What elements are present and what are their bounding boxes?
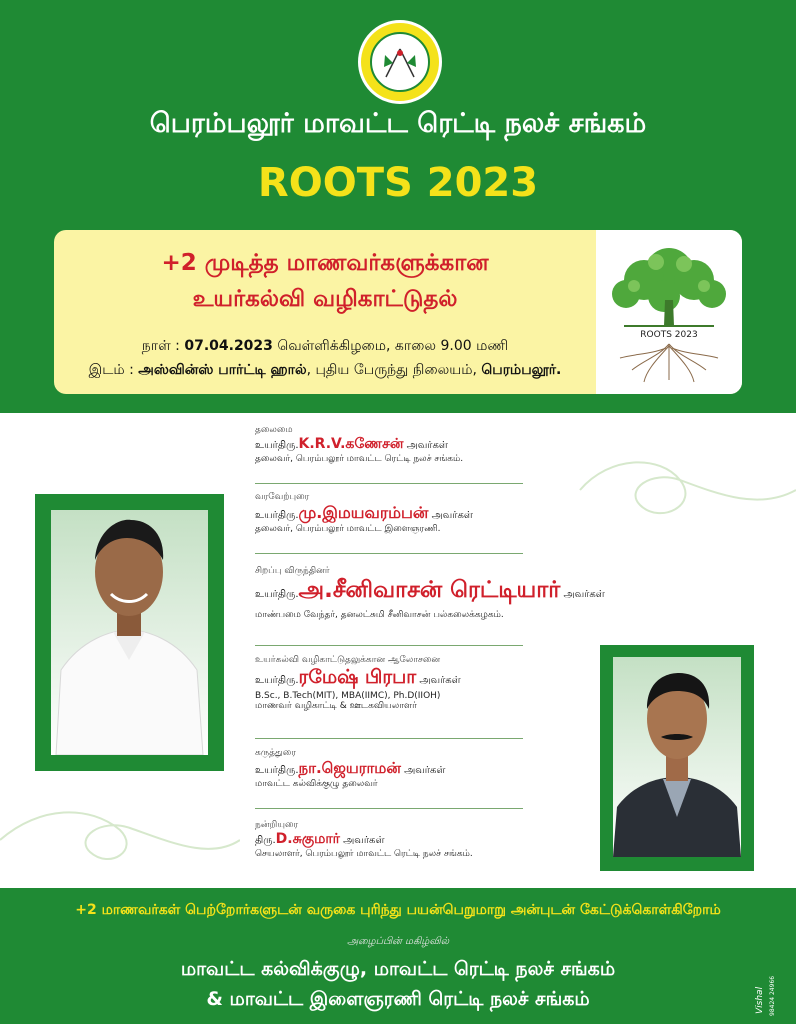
program-item-guidance: உயர்கல்வி வழிகாட்டுதலுக்கான ஆலோசனை உயர்திரு.ரமேஷ் பிரபா அவர்கள் B.Sc., B.Tech(MIT), MBA(IIMC), Ph.D(IIOH) மாணவர் வழிகாட்டி & ஊடகவியலாளர் [255, 655, 585, 712]
event-date: 07.04.2023 [184, 338, 273, 354]
program-person-name: ரமேஷ் பிரபா [298, 666, 417, 688]
program-role: நன்றியுரை [255, 820, 299, 830]
host-line2: & மாவட்ட இளைஞரணி ரெட்டி நலச் சங்கம் [206, 988, 590, 1010]
program-qualifications: B.Sc., B.Tech(MIT), MBA(IIMC), Ph.D(IIOH) [255, 691, 441, 701]
separator-line [255, 553, 523, 554]
resource-person-photo [613, 657, 741, 857]
program-person-name: நா.ஜெயராமன் [298, 759, 401, 777]
designer-name: Vishal [755, 986, 765, 1014]
program-designation: மாவட்ட கல்விக்குழு தலைவர் [255, 779, 378, 789]
designer-credit [748, 958, 784, 1018]
program-person-name: அ.சீனிவாசன் ரெட்டியார் [298, 577, 561, 603]
card-heading-line2: உயர்கல்வி வழிகாட்டுதல் [192, 286, 458, 312]
venue-city: பெரம்பலூர். [481, 362, 562, 378]
program-item-vote-of-thanks: நன்றியுரை திரு.D.சுகுமார் அவர்கள் செயலாளர், பெரம்பலூர் மாவட்ட ரெட்டி நலச் சங்கம். [255, 820, 545, 860]
card-heading-line1: +2 முடித்த மாணவர்களுக்கான [161, 250, 489, 276]
program-person-name: K.R.V.கணேசன் [298, 436, 404, 452]
event-date-line: நாள் : 07.04.2023 வெள்ளிக்கிழமை, காலை 9.00 மணி [141, 338, 509, 354]
association-logo [358, 20, 442, 104]
program-item-president: தலைமை உயர்திரு.K.R.V.கணேசன் அவர்கள் தலைவர், பெரம்பலூர் மாவட்ட ரெட்டி நலச் சங்கம். [255, 425, 545, 465]
program-role: உயர்கல்வி வழிகாட்டுதலுக்கான ஆலோசனை [255, 655, 441, 665]
person-portrait-icon [613, 657, 741, 857]
designer-phone: 98424 24966 [769, 975, 776, 1016]
tree-icon [604, 238, 734, 386]
invitation-text: +2 மாணவர்கள் பெற்றோர்களுடன் வருகை புரிந்து பயன்பெறுமாறு அன்புடன் கேட்டுக்கொள்கிறோம் [75, 902, 721, 918]
event-title: ROOTS 2023 [257, 160, 539, 206]
venue-name: அஸ்வின்ஸ் பார்ட்டி ஹால் [138, 362, 307, 378]
decorative-swirl-top [570, 450, 796, 540]
header-band [0, 0, 796, 413]
program-item-address: கருத்துரை உயர்திரு.நா.ஜெயராமன் அவர்கள் மாவட்ட கல்விக்குழு தலைவர் [255, 748, 545, 790]
flags-icon [370, 32, 430, 92]
tree-label: ROOTS 2023 [640, 330, 698, 340]
program-role: கருத்துரை [255, 748, 296, 758]
program-person-name: D.சுகுமார் [275, 831, 340, 847]
separator-line [255, 645, 523, 646]
event-info-card [54, 230, 742, 394]
roots-tree-logo [596, 230, 742, 394]
separator-line [255, 738, 523, 739]
chief-guest-photo [51, 510, 208, 755]
footer-band [0, 888, 796, 1024]
program-item-chief-guest: சிறப்பு விருந்தினர் உயர்திரு.அ.சீனிவாசன் ரெட்டியார் அவர்கள் மாண்பமை வேந்தர், தனலட்சுமி சீனிவாசன் பல்கலைக்கழகம். [255, 566, 755, 621]
person-portrait-icon [51, 510, 208, 755]
host-line1: மாவட்ட கல்விக்குழு, மாவட்ட ரெட்டி நலச் சங்கம் [180, 958, 616, 980]
program-designation: தலைவர், பெரம்பலூர் மாவட்ட ரெட்டி நலச் சங்கம். [255, 454, 464, 464]
program-role: வரவேற்புரை [255, 492, 310, 502]
separator-line [255, 808, 523, 809]
program-role: தலைமை [255, 425, 293, 435]
program-designation: மாணவர் வழிகாட்டி & ஊடகவியலாளர் [255, 701, 417, 711]
event-venue-line: இடம் : அஸ்வின்ஸ் பார்ட்டி ஹால், புதிய பேருந்து நிலையம், பெரம்பலூர். [88, 362, 562, 378]
program-item-welcome: வரவேற்புரை உயர்திரு.மு.இமயவரம்பன் அவர்கள் தலைவர், பெரம்பலூர் மாவட்ட இளைஞரணி. [255, 492, 545, 535]
org-title: பெரம்பலூர் மாவட்ட ரெட்டி நலச் சங்கம் [149, 108, 647, 139]
program-designation: தலைவர், பெரம்பலூர் மாவட்ட இளைஞரணி. [255, 524, 441, 534]
program-designation: செயலாளர், பெரம்பலூர் மாவட்ட ரெட்டி நலச் சங்கம். [255, 849, 473, 859]
program-designation: மாண்பமை வேந்தர், தனலட்சுமி சீனிவாசன் பல்கலைக்கழகம். [255, 610, 504, 620]
separator-line [255, 483, 523, 484]
program-role: சிறப்பு விருந்தினர் [255, 566, 330, 576]
program-person-name: மு.இமயவரம்பன் [298, 503, 429, 522]
hosts-label: அழைப்பின் மகிழ்வில் [346, 936, 450, 947]
decorative-swirl-bottom [0, 790, 240, 880]
